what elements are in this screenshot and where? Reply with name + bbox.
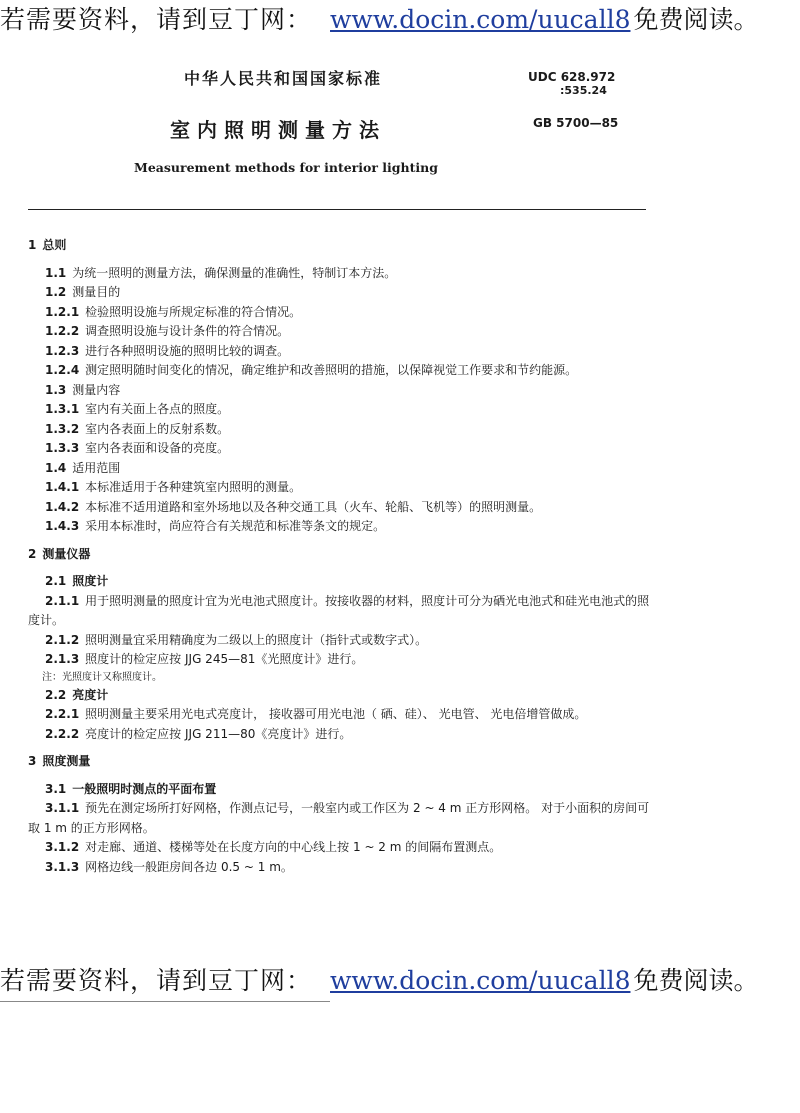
section-heading-2: 2 测量仪器 (28, 546, 91, 561)
banner-suffix: 免费阅读。 (633, 966, 759, 995)
udc-line-2: :535.24 (560, 84, 607, 97)
section-heading-3: 3 照度测量 (28, 754, 91, 768)
banner-prefix: 若需要资料，请到豆丁网： (0, 966, 313, 995)
clause-1-1: 1.1 为统一照明的测量方法，确保测量的准确性，特制订本方法。 (45, 265, 397, 280)
banner-prefix: 若需要资料，请到豆丁网： (0, 5, 313, 34)
banner-url-link[interactable]: www.docin.com/uucall8 (330, 966, 631, 995)
clause-2-2-1: 2.2.1 照明测量主要采用光电式亮度计， 接收器可用光电池（ 硒、硅）、 光电管、 光电倍增管做成。 (45, 707, 587, 721)
banner-suffix: 免费阅读。 (633, 5, 759, 34)
clause-2-2: 2.2 亮度计 (45, 687, 109, 702)
clause-3-1: 3.1 一般照明时测点的平面布置 (45, 781, 217, 796)
udc-line-1: UDC 628.972 (528, 70, 616, 84)
header-divider (28, 209, 646, 210)
clause-1-3: 1.3 测量内容 (45, 382, 121, 397)
section-heading-1: 1 总则 (28, 238, 67, 252)
banner-url-link[interactable]: www.docin.com/uucall8 (330, 5, 631, 34)
clause-2-1-2: 2.1.2 照明测量宜采用精确度为二级以上的照度计（指针式或数字式）。 (45, 632, 428, 647)
clause-1-2-1: 1.2.1 检验照明设施与所规定标准的符合情况。 (45, 304, 302, 319)
note: 注：光照度计又称照度计。 (42, 671, 162, 683)
clause-1-3-3: 1.3.3 室内各表面和设备的亮度。 (45, 441, 230, 455)
standard-org: 中华人民共和国国家标准 (184, 69, 383, 88)
clause-1-2-2: 1.2.2 调查照明设施与设计条件的符合情况。 (45, 324, 290, 338)
english-title: Measurement methods for interior lighting (134, 160, 438, 175)
clause-1-2-4: 1.2.4 测定照明随时间变化的情况，确定维护和改善照明的措施，以保障视觉工作要求和节约能源。 (45, 363, 578, 377)
clause-1-4-2: 1.4.2 本标准不适用道路和室外场地以及各种交通工具（火车、轮船、飞机等）的照明测量。 (45, 499, 542, 514)
clause-3-1-2: 3.1.2 对走廊、通道、楼梯等处在长度方向的中心线上按 1 ~ 2 m 的间隔布置测点。 (45, 840, 502, 854)
clause-1-4: 1.4 适用范围 (45, 460, 121, 475)
bottom-banner (0, 961, 800, 1001)
clause-1-3-1: 1.3.1 室内有关面上各点的照度。 (45, 402, 230, 416)
clause-1-4-1: 1.4.1 本标准适用于各种建筑室内照明的测量。 (45, 480, 302, 494)
top-banner (0, 0, 800, 40)
clause-2-1: 2.1 照度计 (45, 574, 109, 588)
document-body (28, 236, 653, 877)
clause-2-1-1: 2.1.1 用于照明测量的照度计宜为光电池式照度计。按接收器的材料，照度计可分为硒光电池式和硅光电池式的照度计。 (28, 593, 650, 627)
clause-1-3-2: 1.3.2 室内各表面上的反射系数。 (45, 421, 230, 436)
bottom-divider (0, 1001, 330, 1002)
clause-2-1-3: 2.1.3 照度计的检定应按 JJG 245—81《光照度计》进行。 (45, 652, 364, 666)
clause-3-1-1: 3.1.1 预先在测定场所打好网格，作测点记号，一般室内或工作区为 2 ~ 4 m 正方形网格。 对于小面积的房间可取 1 m 的正方形网格。 (28, 801, 650, 835)
gb-number: GB 5700—85 (533, 116, 619, 130)
clause-2-2-2: 2.2.2 亮度计的检定应按 JJG 211—80《亮度计》进行。 (45, 726, 352, 741)
clause-1-2: 1.2 测量目的 (45, 285, 121, 299)
clause-1-2-3: 1.2.3 进行各种照明设施的照明比较的调查。 (45, 343, 290, 358)
document-title: 室内照明测量方法 (170, 118, 386, 142)
clause-3-1-3: 3.1.3 网格边线一般距房间各边 0.5 ~ 1 m。 (45, 859, 293, 874)
clause-1-4-3: 1.4.3 采用本标准时，尚应符合有关规范和标准等条文的规定。 (45, 519, 386, 533)
